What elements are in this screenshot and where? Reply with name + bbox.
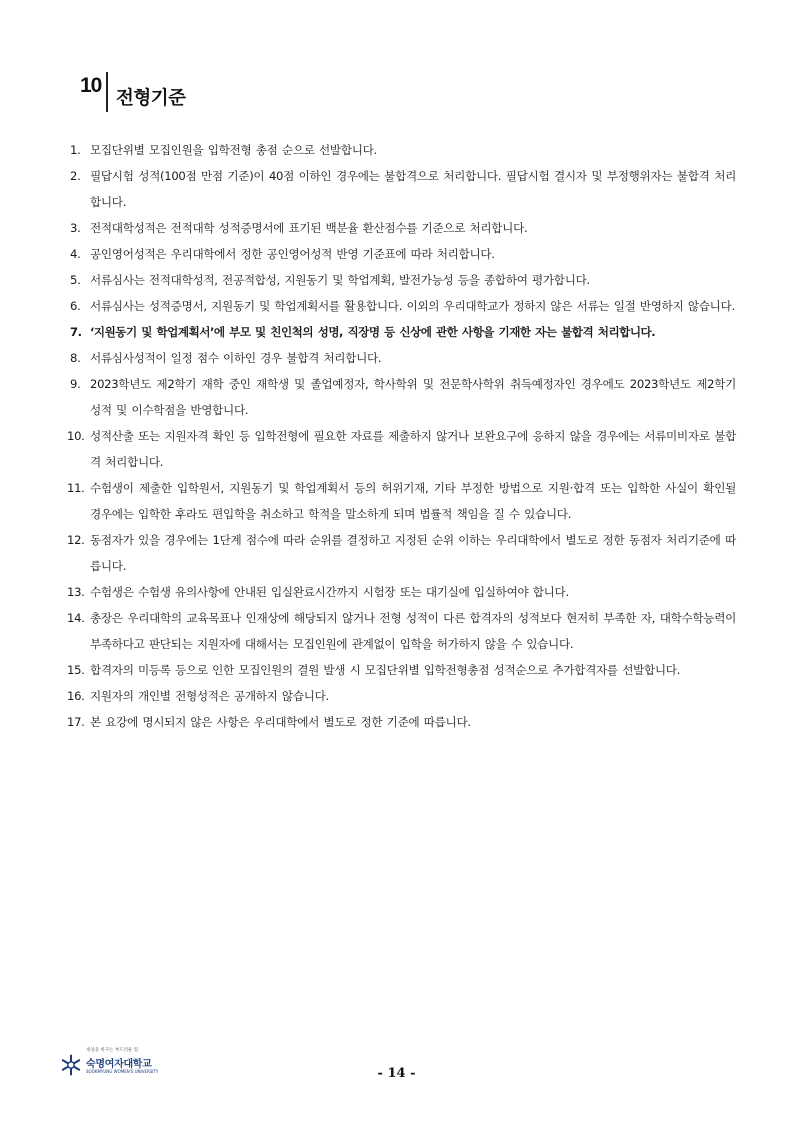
list-item-number: 16. [67, 689, 85, 703]
list-item-text: 총장은 우리대학의 교육목표나 인재상에 해당되지 않거나 전형 성적이 다른 합격자의 성적보다 현저히 부족한 자, 대학수학능력이 부족하다고 판단되는 지원자에 대해서는 모집인원에 관계없이 입학을 허가하지 않을 수 있습니다. [90, 611, 736, 651]
list-item-number: 6. [70, 299, 81, 313]
list-item [70, 293, 736, 319]
list-item-text: 성적산출 또는 지원자격 확인 등 입학전형에 필요한 자료를 제출하지 않거나 보완요구에 응하지 않을 경우에는 서류미비자로 불합격 처리합니다. [90, 429, 736, 469]
section-number: 10 [80, 74, 102, 97]
logo-name: 숙명여자대학교 [86, 1059, 152, 1070]
list-item-number: 14. [67, 611, 85, 625]
list-item [67, 605, 736, 657]
list-item-number: 5. [70, 273, 81, 287]
list-item [70, 241, 736, 267]
section-title: 전형기준 [116, 88, 186, 109]
logo-slogan: 세상을 바꾸는 부드러운 힘 [86, 1048, 139, 1053]
list-item-number: 4. [70, 247, 81, 261]
list-item-number: 15. [67, 663, 85, 677]
list-item-text: 수험생이 제출한 입학원서, 지원동기 및 학업계획서 등의 허위기재, 기타 부정한 방법으로 지원·합격 또는 입학한 사실이 확인될 경우에는 입학한 후라도 편입학을 취소하고 학적을 말소하게 되며 법률적 책임을 질 수 있습니다. [90, 481, 736, 521]
list-item [67, 683, 736, 709]
list-item [67, 423, 736, 475]
list-item [70, 371, 736, 423]
list-item-text: 필답시험 성적(100점 만점 기준)이 40점 이하인 경우에는 불합격으로 처리합니다. 필답시험 결시자 및 부정행위자는 불합격 처리합니다. [90, 169, 736, 209]
list-item-text: 2023학년도 제2학기 재학 중인 재학생 및 졸업예정자, 학사학위 및 전문학사학위 취득예정자인 경우에도 2023학년도 제2학기 성적 및 이수학점을 반영합니다. [90, 377, 736, 417]
list-item-text: 수험생은 수험생 유의사항에 안내된 입실완료시간까지 시험장 또는 대기실에 입실하여야 합니다. [90, 585, 569, 599]
list-item-number: 2. [70, 169, 81, 183]
list-item [67, 475, 736, 527]
list-item-text: ‘지원동기 및 학업계획서’에 부모 및 친인척의 성명, 직장명 등 신상에 관한 사항을 기재한 자는 불합격 처리합니다. [90, 325, 656, 339]
list-item [70, 137, 736, 163]
list-item-text: 전적대학성적은 전적대학 성적증명서에 표기된 백분율 환산점수를 기준으로 처리합니다. [90, 221, 528, 235]
list-item [70, 215, 736, 241]
list-item-text: 서류심사성적이 일정 점수 이하인 경우 불합격 처리합니다. [90, 351, 382, 365]
page-number: - 14 - [377, 1066, 416, 1081]
list-item-text: 서류심사는 전적대학성적, 전공적합성, 지원동기 및 학업계획, 발전가능성 등을 종합하여 평가합니다. [90, 273, 590, 287]
list-item [67, 657, 736, 683]
list-item-number: 10. [67, 429, 85, 443]
list-item [70, 345, 736, 371]
list-item-text: 공인영어성적은 우리대학에서 정한 공인영어성적 반영 기준표에 따라 처리합니다. [90, 247, 495, 261]
selection-criteria-list [67, 137, 736, 735]
list-item [67, 527, 736, 579]
list-item-emphasized [70, 319, 736, 345]
list-item-number: 17. [67, 715, 85, 729]
list-item-text: 합격자의 미등록 등으로 인한 모집인원의 결원 발생 시 모집단위별 입학전형총점 성적순으로 추가합격자를 선발합니다. [90, 663, 681, 677]
list-item-text: 동점자가 있을 경우에는 1단계 점수에 따라 순위를 결정하고 지정된 순위 이하는 우리대학에서 별도로 정한 동점자 처리기준에 따릅니다. [90, 533, 736, 573]
section-divider [106, 72, 108, 112]
list-item-number: 7. [70, 325, 82, 339]
list-item-text: 서류심사는 성적증명서, 지원동기 및 학업계획서를 활용합니다. 이외의 우리대학교가 정하지 않은 서류는 일절 반영하지 않습니다. [90, 299, 735, 313]
list-item [70, 163, 736, 215]
list-item [67, 579, 736, 605]
list-item-number: 12. [67, 533, 85, 547]
list-item-number: 1. [70, 143, 81, 157]
logo-english-name: SOOKMYUNG WOMEN'S UNIVERSITY [86, 1069, 159, 1074]
list-item-number: 8. [70, 351, 81, 365]
list-item-number: 3. [70, 221, 81, 235]
list-item-text: 본 요강에 명시되지 않은 사항은 우리대학에서 별도로 정한 기준에 따릅니다. [90, 715, 471, 729]
list-item-number: 13. [67, 585, 85, 599]
list-item [70, 267, 736, 293]
list-item-number: 11. [67, 481, 85, 495]
list-item-text: 모집단위별 모집인원을 입학전형 총점 순으로 선발합니다. [90, 143, 377, 157]
list-item-text: 지원자의 개인별 전형성적은 공개하지 않습니다. [90, 689, 329, 703]
list-item [67, 709, 736, 735]
list-item-number: 9. [70, 377, 81, 391]
